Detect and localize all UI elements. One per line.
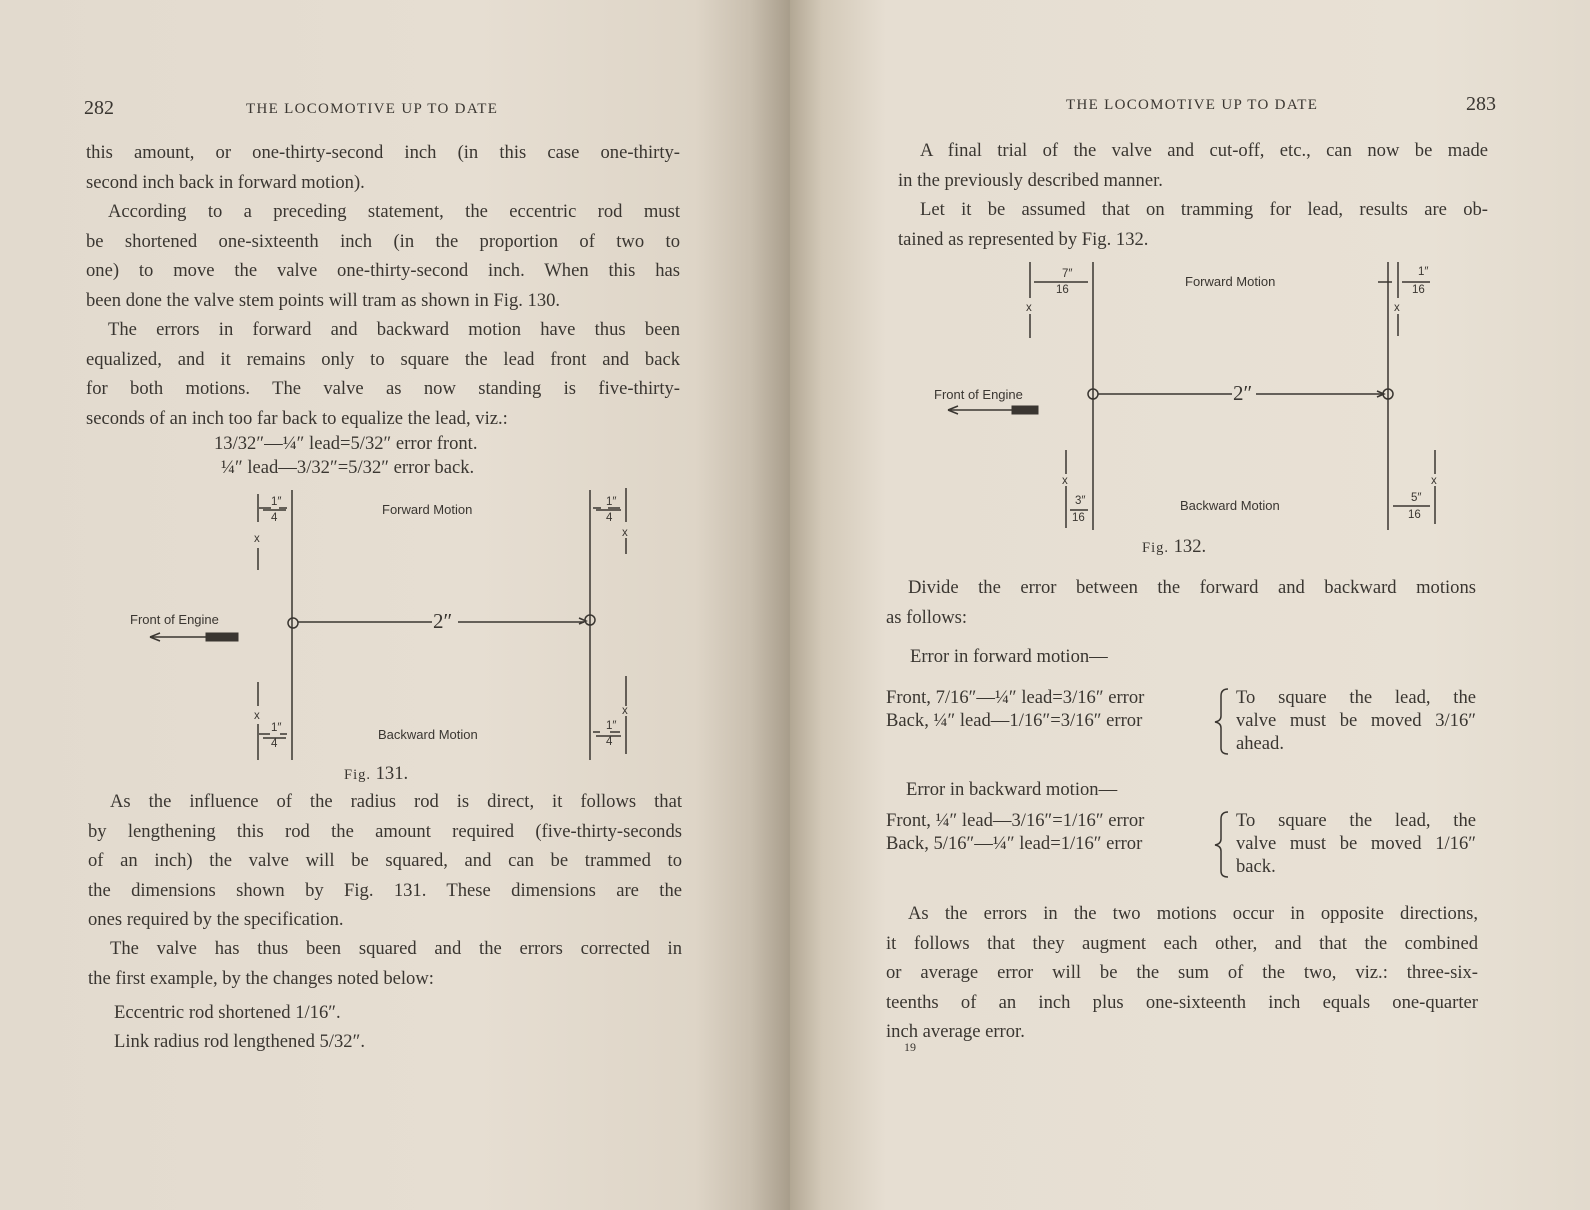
paragraph xyxy=(898,136,1488,195)
forward-motion-label: Forward Motion xyxy=(382,502,473,517)
formula-line: ¼″ lead—3/32″=5/32″ error back. xyxy=(221,457,475,478)
error-note xyxy=(1236,809,1476,878)
dim-numerator: 5″ xyxy=(1411,492,1422,504)
figure-131-diagram xyxy=(120,484,650,770)
paragraph xyxy=(898,195,1488,254)
forward-motion-label: Forward Motion xyxy=(1185,274,1276,289)
tram-mark: x xyxy=(622,705,628,717)
caption-prefix: Fig. xyxy=(1142,540,1169,556)
note-line: ahead. xyxy=(1236,733,1285,754)
tram-mark: x xyxy=(1026,302,1032,314)
text-line: teenths of an inch plus one-sixteenth inch equals one-quarter xyxy=(886,991,1478,1013)
text-line: According to a preceding statement, the eccentric rod must xyxy=(108,201,680,222)
backward-motion-label: Backward Motion xyxy=(1180,498,1280,513)
text-line: of an inch) the valve will be squared, and can be trammed to xyxy=(88,850,682,871)
dim-numerator: 1″ xyxy=(271,496,282,508)
center-dimension: 2″ xyxy=(1233,381,1253,405)
error-line: Front, 7/16″—¼″ lead=3/16″ error xyxy=(886,687,1145,708)
formula-line: 13/32″—¼″ lead=5/32″ error front. xyxy=(214,433,478,454)
figure-132-diagram xyxy=(930,258,1470,538)
text-line: the first example, by the changes noted below: xyxy=(88,967,434,989)
text-line: one) to move the valve one-thirty-second inch. When this has xyxy=(86,260,680,281)
brace-icon xyxy=(1212,809,1232,879)
text-line: in the previously described manner. xyxy=(898,169,1163,191)
text-line: the dimensions shown by Fig. 131. These dimensions are the xyxy=(88,879,682,901)
text-line: ones required by the specification. xyxy=(88,909,344,930)
note-line: valve must be moved 1/16″ xyxy=(1236,833,1476,854)
text-line: As the errors in the two motions occur in opposite directions, xyxy=(908,903,1478,924)
figure-caption xyxy=(344,763,408,785)
note-line: To square the lead, the xyxy=(1236,687,1476,708)
text-line: by lengthening this rod the amount required (five-thirty-seconds xyxy=(88,820,682,842)
tram-mark: x xyxy=(254,533,260,545)
text-line: The errors in forward and backward motion have thus been xyxy=(108,319,680,340)
front-of-engine-label: Front of Engine xyxy=(934,387,1023,402)
backward-motion-label: Backward Motion xyxy=(378,727,478,742)
paragraph xyxy=(88,787,682,935)
text-line: or average error will be the sum of the two, viz.: three-six- xyxy=(886,962,1478,983)
tram-mark: x xyxy=(622,527,628,539)
center-dimension: 2″ xyxy=(433,609,453,633)
dim-numerator: 7″ xyxy=(1062,268,1073,280)
tram-mark: x xyxy=(254,710,260,722)
error-calculation xyxy=(886,809,1144,855)
running-head: THE LOCOMOTIVE UP TO DATE xyxy=(246,101,499,117)
text-line: The valve has thus been squared and the errors corrected in xyxy=(110,938,682,959)
error-line: Back, 5/16″—¼″ lead=1/16″ error xyxy=(886,833,1143,854)
section-heading: Error in backward motion— xyxy=(906,779,1118,800)
tram-mark: x xyxy=(1394,302,1400,314)
error-note xyxy=(1236,686,1476,755)
front-of-engine-label: Front of Engine xyxy=(130,612,219,627)
running-head: THE LOCOMOTIVE UP TO DATE xyxy=(1066,97,1319,113)
section-heading: Error in forward motion— xyxy=(910,646,1108,667)
text-line: Divide the error between the forward and backward motions xyxy=(908,577,1476,598)
text-line: second inch back in forward motion). xyxy=(86,171,365,193)
dim-denominator: 4 xyxy=(271,512,278,524)
dim-denominator: 4 xyxy=(606,736,613,748)
left-page xyxy=(0,0,790,1210)
page-number: 282 xyxy=(84,97,114,119)
caption-prefix: Fig. xyxy=(344,767,371,783)
caption-number: 131. xyxy=(375,763,409,784)
paragraph xyxy=(86,197,680,315)
paragraph xyxy=(86,138,680,197)
text-line: inch average error. xyxy=(886,1021,1025,1042)
note-line: valve must be moved 3/16″ xyxy=(1236,710,1476,731)
text-line: been done the valve stem points will tram as shown in Fig. 130. xyxy=(86,289,561,311)
brace-icon xyxy=(1212,686,1232,756)
text-line: A final trial of the valve and cut-off, etc., can now be made xyxy=(920,140,1488,161)
change-line: Eccentric rod shortened 1/16″. xyxy=(114,1002,341,1023)
dim-numerator: 1″ xyxy=(606,720,617,732)
dim-denominator: 16 xyxy=(1056,284,1069,296)
text-line: be shortened one-sixteenth inch (in the proportion of two to xyxy=(86,230,680,252)
text-line: this amount, or one-thirty-second inch (in this case one-thirty- xyxy=(86,142,680,163)
dim-denominator: 16 xyxy=(1412,284,1425,296)
note-line: back. xyxy=(1236,856,1276,877)
dim-denominator: 4 xyxy=(606,512,613,524)
dim-numerator: 1″ xyxy=(271,722,282,734)
dim-numerator: 3″ xyxy=(1075,495,1086,507)
text-line: it follows that they augment each other, and that the combined xyxy=(886,932,1478,954)
text-line: for both motions. The valve as now standing is five-thirty- xyxy=(86,378,680,399)
dim-denominator: 16 xyxy=(1408,509,1421,521)
caption-number: 132. xyxy=(1173,536,1207,557)
paragraph xyxy=(86,315,680,433)
note-line: To square the lead, the xyxy=(1236,810,1476,831)
paragraph xyxy=(88,934,682,993)
text-line: Let it be assumed that on tramming for lead, results are ob- xyxy=(920,199,1488,220)
text-line: As the influence of the radius rod is direct, it follows that xyxy=(110,791,682,812)
signature-mark: 19 xyxy=(904,1040,916,1054)
error-line: Back, ¼″ lead—1/16″=3/16″ error xyxy=(886,710,1143,731)
front-tram-point xyxy=(288,618,298,628)
change-line: Link radius rod lengthened 5/32″. xyxy=(114,1031,365,1052)
tram-mark: x xyxy=(1062,475,1068,487)
text-line: equalized, and it remains only to square the lead front and back xyxy=(86,348,680,370)
text-line: seconds of an inch too far back to equalize the lead, viz.: xyxy=(86,407,508,429)
dim-denominator: 4 xyxy=(271,738,278,750)
paragraph xyxy=(886,573,1476,632)
page-number: 283 xyxy=(1466,93,1496,115)
error-calculation xyxy=(886,686,1144,732)
paragraph xyxy=(886,899,1478,1047)
figure-caption xyxy=(1142,536,1206,558)
error-line: Front, ¼″ lead—3/16″=1/16″ error xyxy=(886,810,1145,831)
text-line: tained as represented by Fig. 132. xyxy=(898,228,1149,250)
dim-denominator: 16 xyxy=(1072,512,1085,524)
right-page xyxy=(790,0,1590,1210)
dim-numerator: 1″ xyxy=(1418,266,1429,278)
dim-numerator: 1″ xyxy=(606,496,617,508)
tram-mark: x xyxy=(1431,475,1437,487)
text-line: as follows: xyxy=(886,606,968,628)
